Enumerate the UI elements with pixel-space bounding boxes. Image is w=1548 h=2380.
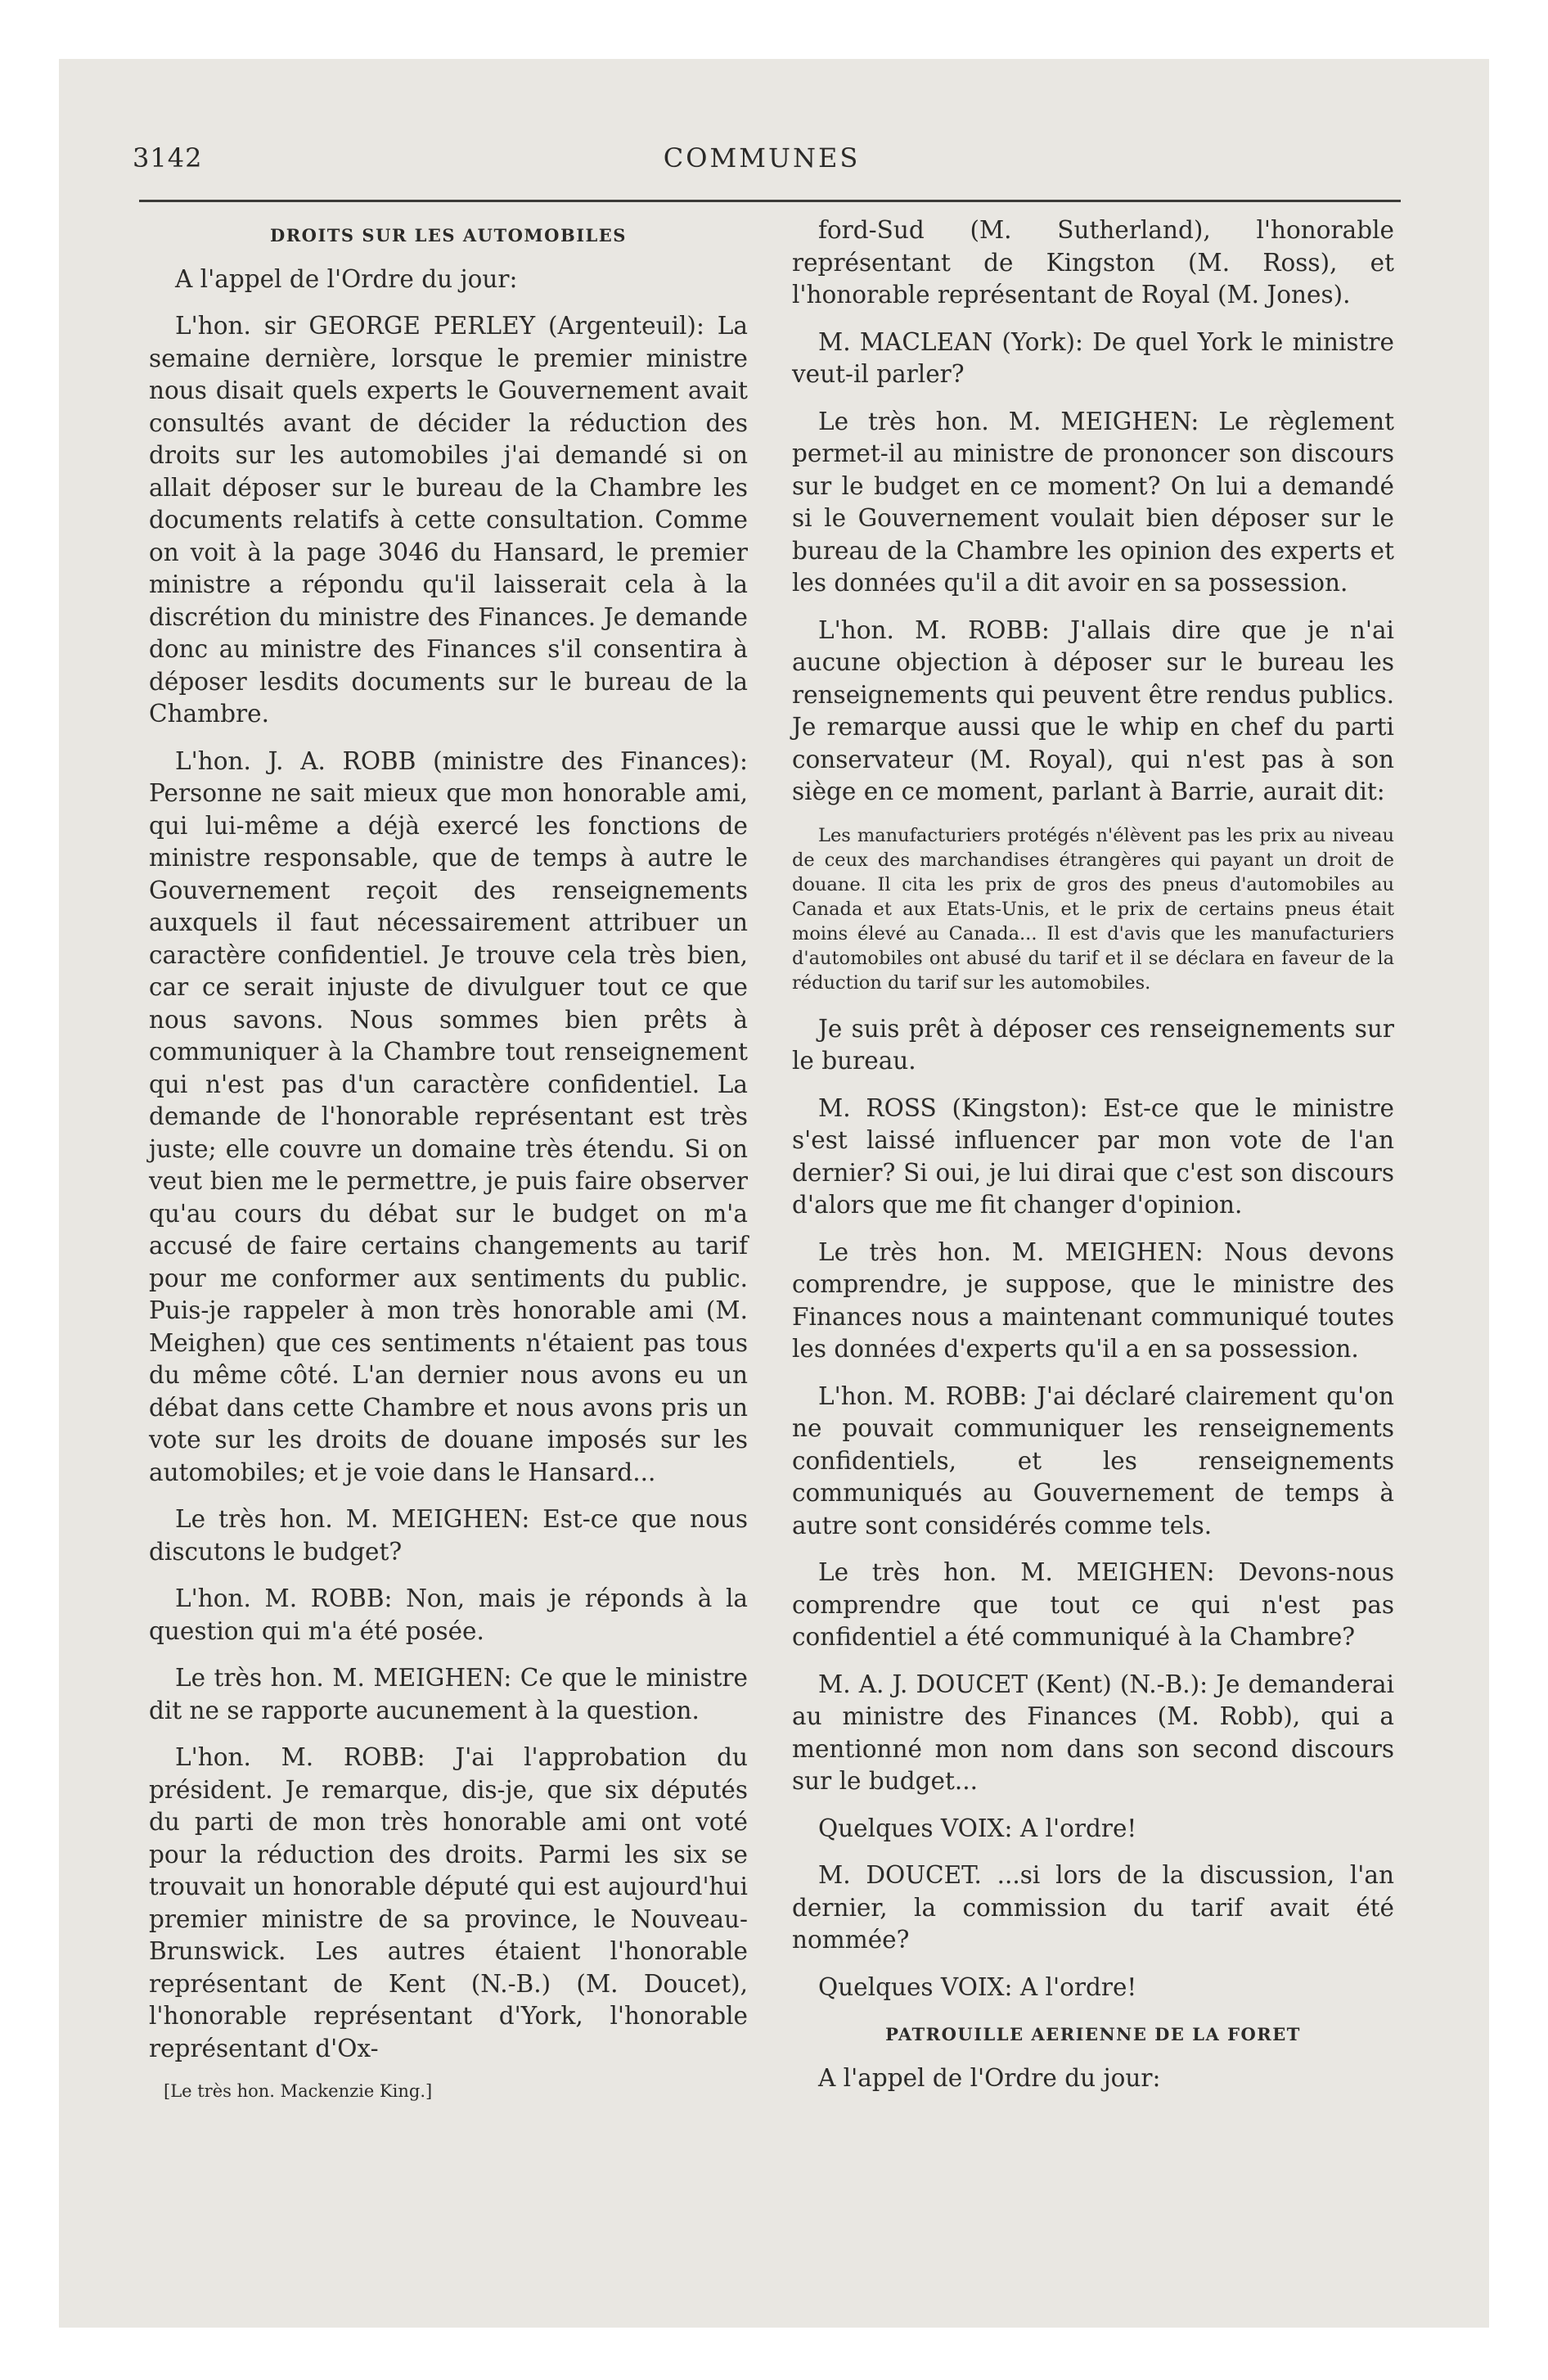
- paragraph: Le très hon. M. MEIGHEN: Ce que le ministre dit ne se rapporte aucunement à la question.: [149, 1664, 748, 1724]
- paragraph: M. DOUCET. ...si lors de la discussion, l'an dernier, la commission du tarif avait été nommée?: [792, 1861, 1394, 1954]
- paragraph: Le très hon. M. MEIGHEN: Nous devons comprendre, je suppose, que le ministre des Finances nous a maintenant communiqué toutes les données d'experts qu'il a en sa possession.: [792, 1237, 1394, 1363]
- paragraph: L'hon. M. ROBB: J'allais dire que je n'ai aucune objection à déposer sur le bureau les renseignements qui peuvent être rendus publics. Je remarque aussi que le whip en chef du parti conservateur (M. Royal), qui n'est pas à son siège en ce moment, parlant à Barrie, aurait dit:: [792, 615, 1394, 805]
- running-title: COMMUNES: [663, 142, 861, 174]
- left-column: [149, 214, 748, 2103]
- paragraph: A l'appel de l'Ordre du jour:: [818, 2063, 1161, 2092]
- paragraph: L'hon. M. ROBB: Non, mais je réponds à la question qui m'a été posée.: [149, 1584, 748, 1645]
- paragraph: Je suis prêt à déposer ces renseignements sur le bureau.: [792, 1014, 1394, 1075]
- page-header: [123, 137, 1401, 187]
- header-rule: [139, 200, 1401, 202]
- right-column: [792, 214, 1394, 2109]
- paragraph: Quelques VOIX: A l'ordre!: [818, 1814, 1137, 1842]
- paragraph: M. MACLEAN (York): De quel York le ministre veut-il parler?: [792, 327, 1394, 388]
- paragraph: L'hon. M. ROBB: J'ai déclaré clairement qu'on ne pouvait communiquer les renseignements confidentiels, et les renseignements communiqués au Gouvernement de temps à autre sont considérés comme tels.: [792, 1382, 1394, 1539]
- section-heading-automobiles: DROITS SUR LES AUTOMOBILES: [270, 225, 627, 246]
- paragraph: L'hon. M. ROBB: J'ai l'approbation du président. Je remarque, dis-je, que six députés du parti de mon très honorable ami ont voté pour la réduction des droits. Parmi les six se trouvait un honorable député qui est aujourd'hui premier ministre de sa province, le Nouveau-Brunswick. Les autres étaient l'honorable représentant de Kent (N.-B.) (M. Doucet), l'honorable représentant d'York, l'honorable représentant d'Ox-: [149, 1743, 748, 2062]
- paragraph: ford-Sud (M. Sutherland), l'honorable représentant de Kingston (M. Ross), et l'honorable représentant de Royal (M. Jones).: [792, 216, 1394, 309]
- paragraph: L'hon. sir GEORGE PERLEY (Argenteuil): La semaine dernière, lorsque le premier ministre nous disait quels experts le Gouvernement avait consultés avant de décider la réduction des droits sur les automobiles j'ai demandé si on allait déposer sur le bureau de la Chambre les documents relatifs à cette consultation. Comme on voit à la page 3046 du Hansard, le premier ministre a répondu qu'il laisserait cela à la discrétion du ministre des Finances. Je demande donc au ministre des Finances s'il consentira à déposer lesdits documents sur le bureau de la Chambre.: [149, 312, 748, 728]
- footnote: [Le très hon. Mackenzie King.]: [164, 2081, 433, 2101]
- paragraph: L'hon. J. A. ROBB (ministre des Finances): Personne ne sait mieux que mon honorable ami, qui lui-même a déjà exercé les fonctions de ministre responsable, que de temps à autre le Gouvernement reçoit des renseignements auxquels il faut nécessairement attribuer un caractère confidentiel. Je trouve cela très bien, car ce serait injuste de divulguer tout ce que nous savons. Nous sommes bien prêts à communiquer à la Chambre tout renseignement qui n'est pas d'un caractère confidentiel. La demande de l'honorable représentant est très juste; elle couvre un domaine très étendu. Si on veut bien me le permettre, je puis faire observer qu'au cours du débat sur le budget on m'a accusé de faire certains changements au tarif pour me conformer aux sentiments du public. Puis-je rappeler à mon très honorable ami (M. Meighen) que ces sentiments n'étaient pas tous du même côté. L'an dernier nous avons eu un débat dans cette Chambre et nous avons pris un vote sur les droits de douane imposés sur les automobiles; et je voie dans le Hansard...: [149, 746, 748, 1486]
- page-number: 3142: [133, 142, 203, 174]
- paragraph: M. A. J. DOUCET (Kent) (N.-B.): Je demanderai au ministre des Finances (M. Robb), qui a mentionné mon nom dans son second discours sur le budget...: [792, 1670, 1394, 1795]
- paragraph: A l'appel de l'Ordre du jour:: [175, 264, 518, 293]
- paragraph: Quelques VOIX: A l'ordre!: [818, 1972, 1137, 2001]
- paragraph: Le très hon. M. MEIGHEN: Le règlement permet-il au ministre de prononcer son discours sur le budget en ce moment? On lui a demandé si le Gouvernement voulait bien déposer sur le bureau de la Chambre les opinion des experts et les données qu'il a dit avoir en sa possession.: [792, 407, 1394, 597]
- paragraph: Le très hon. M. MEIGHEN: Est-ce que nous discutons le budget?: [149, 1505, 748, 1566]
- paragraph: Le très hon. M. MEIGHEN: Devons-nous comprendre que tout ce qui n'est pas confidentiel a été communiqué à la Chambre?: [792, 1558, 1394, 1651]
- block-quote: Les manufacturiers protégés n'élèvent pas les prix au niveau de ceux des marchandises étrangères qui payant un droit de douane. Il cita les prix de gros des pneus d'automobiles au Canada et aux Etats-Unis, et le prix de certains pneus était moins élevé au Canada... Il est d'avis que les manufacturiers d'automobiles ont abusé du tarif et il se déclara en faveur de la réduction du tarif sur les automobiles.: [792, 824, 1394, 994]
- section-heading-patrol: PATROUILLE AERIENNE DE LA FORET: [885, 2024, 1301, 2044]
- paragraph: M. ROSS (Kingston): Est-ce que le ministre s'est laissé influencer par mon vote de l'an dernier? Si oui, je lui dirai que c'est son discours d'alors que me fit changer d'opinion.: [792, 1093, 1394, 1219]
